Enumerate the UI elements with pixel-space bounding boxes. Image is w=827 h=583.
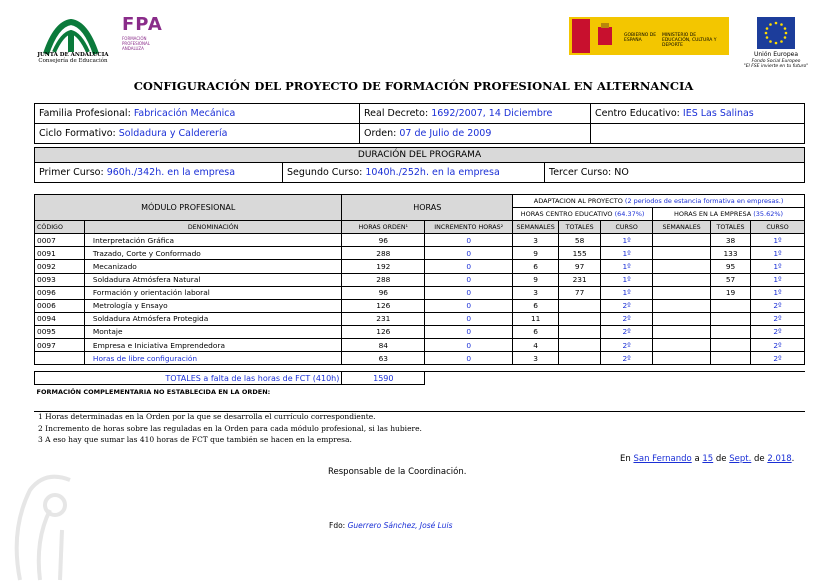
cell-incremento: 0: [425, 273, 513, 286]
col-denominacion: DENOMINACIÓN: [84, 221, 341, 234]
col-semanales: SEMANALES: [513, 221, 559, 234]
table-row: [35, 260, 805, 273]
segundo-curso-cell: Segundo Curso: 1040h./252h. en la empresa: [283, 163, 545, 183]
cell-curso: 2º: [601, 339, 653, 352]
cell-horas: 63: [342, 352, 425, 365]
modulo-header: MÓDULO PROFESIONAL: [35, 195, 342, 221]
cell-curso: 2º: [601, 299, 653, 312]
cell-totales-empresa: 57: [711, 273, 751, 286]
cell-name: Soldadura Atmósfera Natural: [84, 273, 341, 286]
empty-cell: [591, 124, 805, 144]
cell-semanales-empresa: [653, 260, 711, 273]
modules-table: [34, 194, 805, 399]
cell-totales: [559, 339, 601, 352]
formacion-complementaria: FORMACIÓN COMPLEMENTARIA NO ESTABLECIDA EN LA ORDEN:: [36, 387, 271, 396]
familia-cell: Familia Profesional: Fabricación Mecánica: [35, 104, 360, 124]
cell-totales-empresa: [711, 312, 751, 325]
cell-semanales: 6: [513, 299, 559, 312]
cell-curso-empresa: 1º: [751, 286, 805, 299]
cell-totales: [559, 312, 601, 325]
cell-semanales: 9: [513, 273, 559, 286]
cell-name: Montaje: [84, 325, 341, 338]
cell-curso-empresa: 2º: [751, 299, 805, 312]
col-incremento: INCREMENTO HORAS²: [425, 221, 513, 234]
centro-cell: Centro Educativo: IES Las Salinas: [591, 104, 805, 124]
cell-code: 0092: [35, 260, 85, 273]
totales-value: 1590: [342, 372, 425, 385]
totales-label: TOTALES a falta de las horas de FCT (410h): [35, 372, 342, 385]
cell-horas: 126: [342, 325, 425, 338]
cell-name: Mecanizado: [84, 260, 341, 273]
ministry-text: MINISTERIO DE EDUCACIÓN, CULTURA Y DEPORTE: [662, 33, 717, 48]
cell-curso: 1º: [601, 247, 653, 260]
cell-name: Soldadura Atmósfera Protegida: [84, 312, 341, 325]
cell-curso: 1º: [601, 260, 653, 273]
cell-semanales: 6: [513, 260, 559, 273]
junta-andalucia-text: JUNTA DE ANDALUCIA Consejería de Educación: [37, 52, 109, 64]
cell-semanales-empresa: [653, 352, 711, 365]
cell-incremento: 0: [425, 234, 513, 247]
col-totales-empresa: TOTALES: [711, 221, 751, 234]
watermark-statue-icon: [0, 460, 95, 583]
cell-code: 0093: [35, 273, 85, 286]
cell-semanales: 3: [513, 234, 559, 247]
col-totales: TOTALES: [559, 221, 601, 234]
cell-totales-empresa: 133: [711, 247, 751, 260]
gobierno-text: GOBIERNO DE ESPAÑA: [624, 33, 657, 43]
cell-name: Empresa e Iniciativa Emprendedora: [84, 339, 341, 352]
col-semanales-empresa: SEMANALES: [653, 221, 711, 234]
cell-curso: 2º: [601, 312, 653, 325]
cell-totales-empresa: 38: [711, 234, 751, 247]
cell-curso: 1º: [601, 286, 653, 299]
cell-totales: 77: [559, 286, 601, 299]
cell-totales: 58: [559, 234, 601, 247]
cell-code: 0094: [35, 312, 85, 325]
cell-horas: 231: [342, 312, 425, 325]
table-row: [35, 234, 805, 247]
cell-totales-empresa: [711, 325, 751, 338]
cell-name: Interpretación Gráfica: [84, 234, 341, 247]
cell-totales: 231: [559, 273, 601, 286]
cell-totales: [559, 325, 601, 338]
cell-totales-empresa: [711, 339, 751, 352]
cell-curso: 1º: [601, 273, 653, 286]
cell-totales-empresa: 19: [711, 286, 751, 299]
cell-incremento: 0: [425, 325, 513, 338]
cell-code: 0007: [35, 234, 85, 247]
cell-semanales: 3: [513, 286, 559, 299]
footnotes: [38, 411, 422, 446]
primer-curso-cell: Primer Curso: 960h./342h. en la empresa: [35, 163, 283, 183]
duracion-table: [34, 147, 805, 183]
cell-semanales-empresa: [653, 312, 711, 325]
firma: Fdo: Guerrero Sánchez, José Luis: [329, 521, 453, 530]
tercer-curso-cell: Tercer Curso: NO: [545, 163, 805, 183]
table-row: [35, 286, 805, 299]
horas-header: HORAS: [342, 195, 513, 221]
cell-totales: 155: [559, 247, 601, 260]
cell-semanales-empresa: [653, 286, 711, 299]
cell-semanales-empresa: [653, 325, 711, 338]
spain-flag-icon: [572, 19, 590, 53]
table-row: [35, 339, 805, 352]
spain-coat-of-arms-icon: [592, 21, 618, 51]
cell-incremento: 0: [425, 260, 513, 273]
eu-name: Unión Europea: [753, 51, 799, 58]
cell-curso-empresa: 1º: [751, 247, 805, 260]
footnote-1: 1 Horas determinadas en la Orden por la que se desarrolla el currículo correspondiente.: [38, 412, 376, 421]
empresa-header: HORAS EN LA EMPRESA (35.62%): [653, 208, 805, 221]
cell-code: 0091: [35, 247, 85, 260]
cell-horas: 288: [342, 273, 425, 286]
cell-horas: 96: [342, 234, 425, 247]
cell-incremento: 0: [425, 312, 513, 325]
signature-date: En San Fernando a 15 de Sept. de 2.018.: [620, 454, 795, 464]
table-row: [35, 325, 805, 338]
cell-incremento: 0: [425, 339, 513, 352]
cell-curso-empresa: 1º: [751, 273, 805, 286]
cell-semanales-empresa: [653, 299, 711, 312]
cell-code: 0006: [35, 299, 85, 312]
cell-code: [35, 352, 85, 365]
cell-semanales: 6: [513, 325, 559, 338]
cell-totales: [559, 352, 601, 365]
cell-semanales-empresa: [653, 247, 711, 260]
cell-name: Metrología y Ensayo: [84, 299, 341, 312]
orden-cell: Orden: 07 de Julio de 2009: [360, 124, 591, 144]
table-row: [35, 299, 805, 312]
cell-incremento: 0: [425, 247, 513, 260]
cell-curso-empresa: 2º: [751, 339, 805, 352]
duracion-header: DURACIÓN DEL PROGRAMA: [35, 148, 805, 163]
ciclo-cell: Ciclo Formativo: Soldadura y Calderería: [35, 124, 360, 144]
table-row: [35, 273, 805, 286]
cell-totales-empresa: [711, 352, 751, 365]
real-decreto-cell: Real Decreto: 1692/2007, 14 Diciembre: [360, 104, 591, 124]
eu-fund: Fondo Social Europeo "El FSE invierte en tu futuro": [743, 59, 809, 69]
cell-semanales-empresa: [653, 339, 711, 352]
cell-incremento: 0: [425, 352, 513, 365]
cell-curso: 1º: [601, 234, 653, 247]
table-row: [35, 312, 805, 325]
eu-flag-icon: [757, 17, 795, 49]
page-title: CONFIGURACIÓN DEL PROYECTO DE FORMACIÓN PROFESIONAL EN ALTERNANCIA: [133, 79, 694, 93]
cell-curso-empresa: 2º: [751, 312, 805, 325]
col-horas-orden: HORAS ORDEN¹: [342, 221, 425, 234]
cell-name: Trazado, Corte y Conformado: [84, 247, 341, 260]
cell-curso-empresa: 1º: [751, 234, 805, 247]
table-row: [35, 247, 805, 260]
cell-totales: 97: [559, 260, 601, 273]
cell-totales-empresa: 95: [711, 260, 751, 273]
cell-semanales: 11: [513, 312, 559, 325]
cell-name: Formación y orientación laboral: [84, 286, 341, 299]
cell-totales-empresa: [711, 299, 751, 312]
cell-code: 0095: [35, 325, 85, 338]
cell-horas: 126: [342, 299, 425, 312]
col-curso-empresa: CURSO: [751, 221, 805, 234]
cell-code: 0097: [35, 339, 85, 352]
cell-curso: 2º: [601, 325, 653, 338]
info-table: [34, 103, 805, 144]
fpa-subtitle: FORMACIÓN PROFESIONAL ANDALUZA: [122, 36, 150, 51]
cell-semanales: 9: [513, 247, 559, 260]
cell-horas: 192: [342, 260, 425, 273]
cell-horas: 96: [342, 286, 425, 299]
cell-incremento: 0: [425, 299, 513, 312]
responsable-label: Responsable de la Coordinación.: [328, 467, 467, 477]
col-codigo: CÓDIGO: [35, 221, 85, 234]
adaptacion-header: ADAPTACION AL PROYECTO (2 periodos de estancia formativa en empresas.): [513, 195, 805, 208]
table-row: [35, 352, 805, 365]
footnote-3: 3 A eso hay que sumar las 410 horas de FCT que también se hacen en la empresa.: [38, 435, 352, 444]
cell-semanales: 3: [513, 352, 559, 365]
cell-semanales-empresa: [653, 273, 711, 286]
cell-horas: 288: [342, 247, 425, 260]
cell-totales: [559, 299, 601, 312]
centro-header: HORAS CENTRO EDUCATIVO (64.37%): [513, 208, 653, 221]
col-curso: CURSO: [601, 221, 653, 234]
cell-name: Horas de libre configuración: [84, 352, 341, 365]
cell-curso-empresa: 2º: [751, 352, 805, 365]
cell-semanales: 4: [513, 339, 559, 352]
cell-semanales-empresa: [653, 234, 711, 247]
cell-curso-empresa: 1º: [751, 260, 805, 273]
fpa-logo: FPA: [122, 14, 163, 35]
cell-code: 0096: [35, 286, 85, 299]
cell-curso: 2º: [601, 352, 653, 365]
footnote-2: 2 Incremento de horas sobre las reguladas en la Orden para cada módulo profesional, si las hubiere.: [38, 423, 422, 433]
cell-incremento: 0: [425, 286, 513, 299]
cell-horas: 84: [342, 339, 425, 352]
cell-curso-empresa: 2º: [751, 325, 805, 338]
